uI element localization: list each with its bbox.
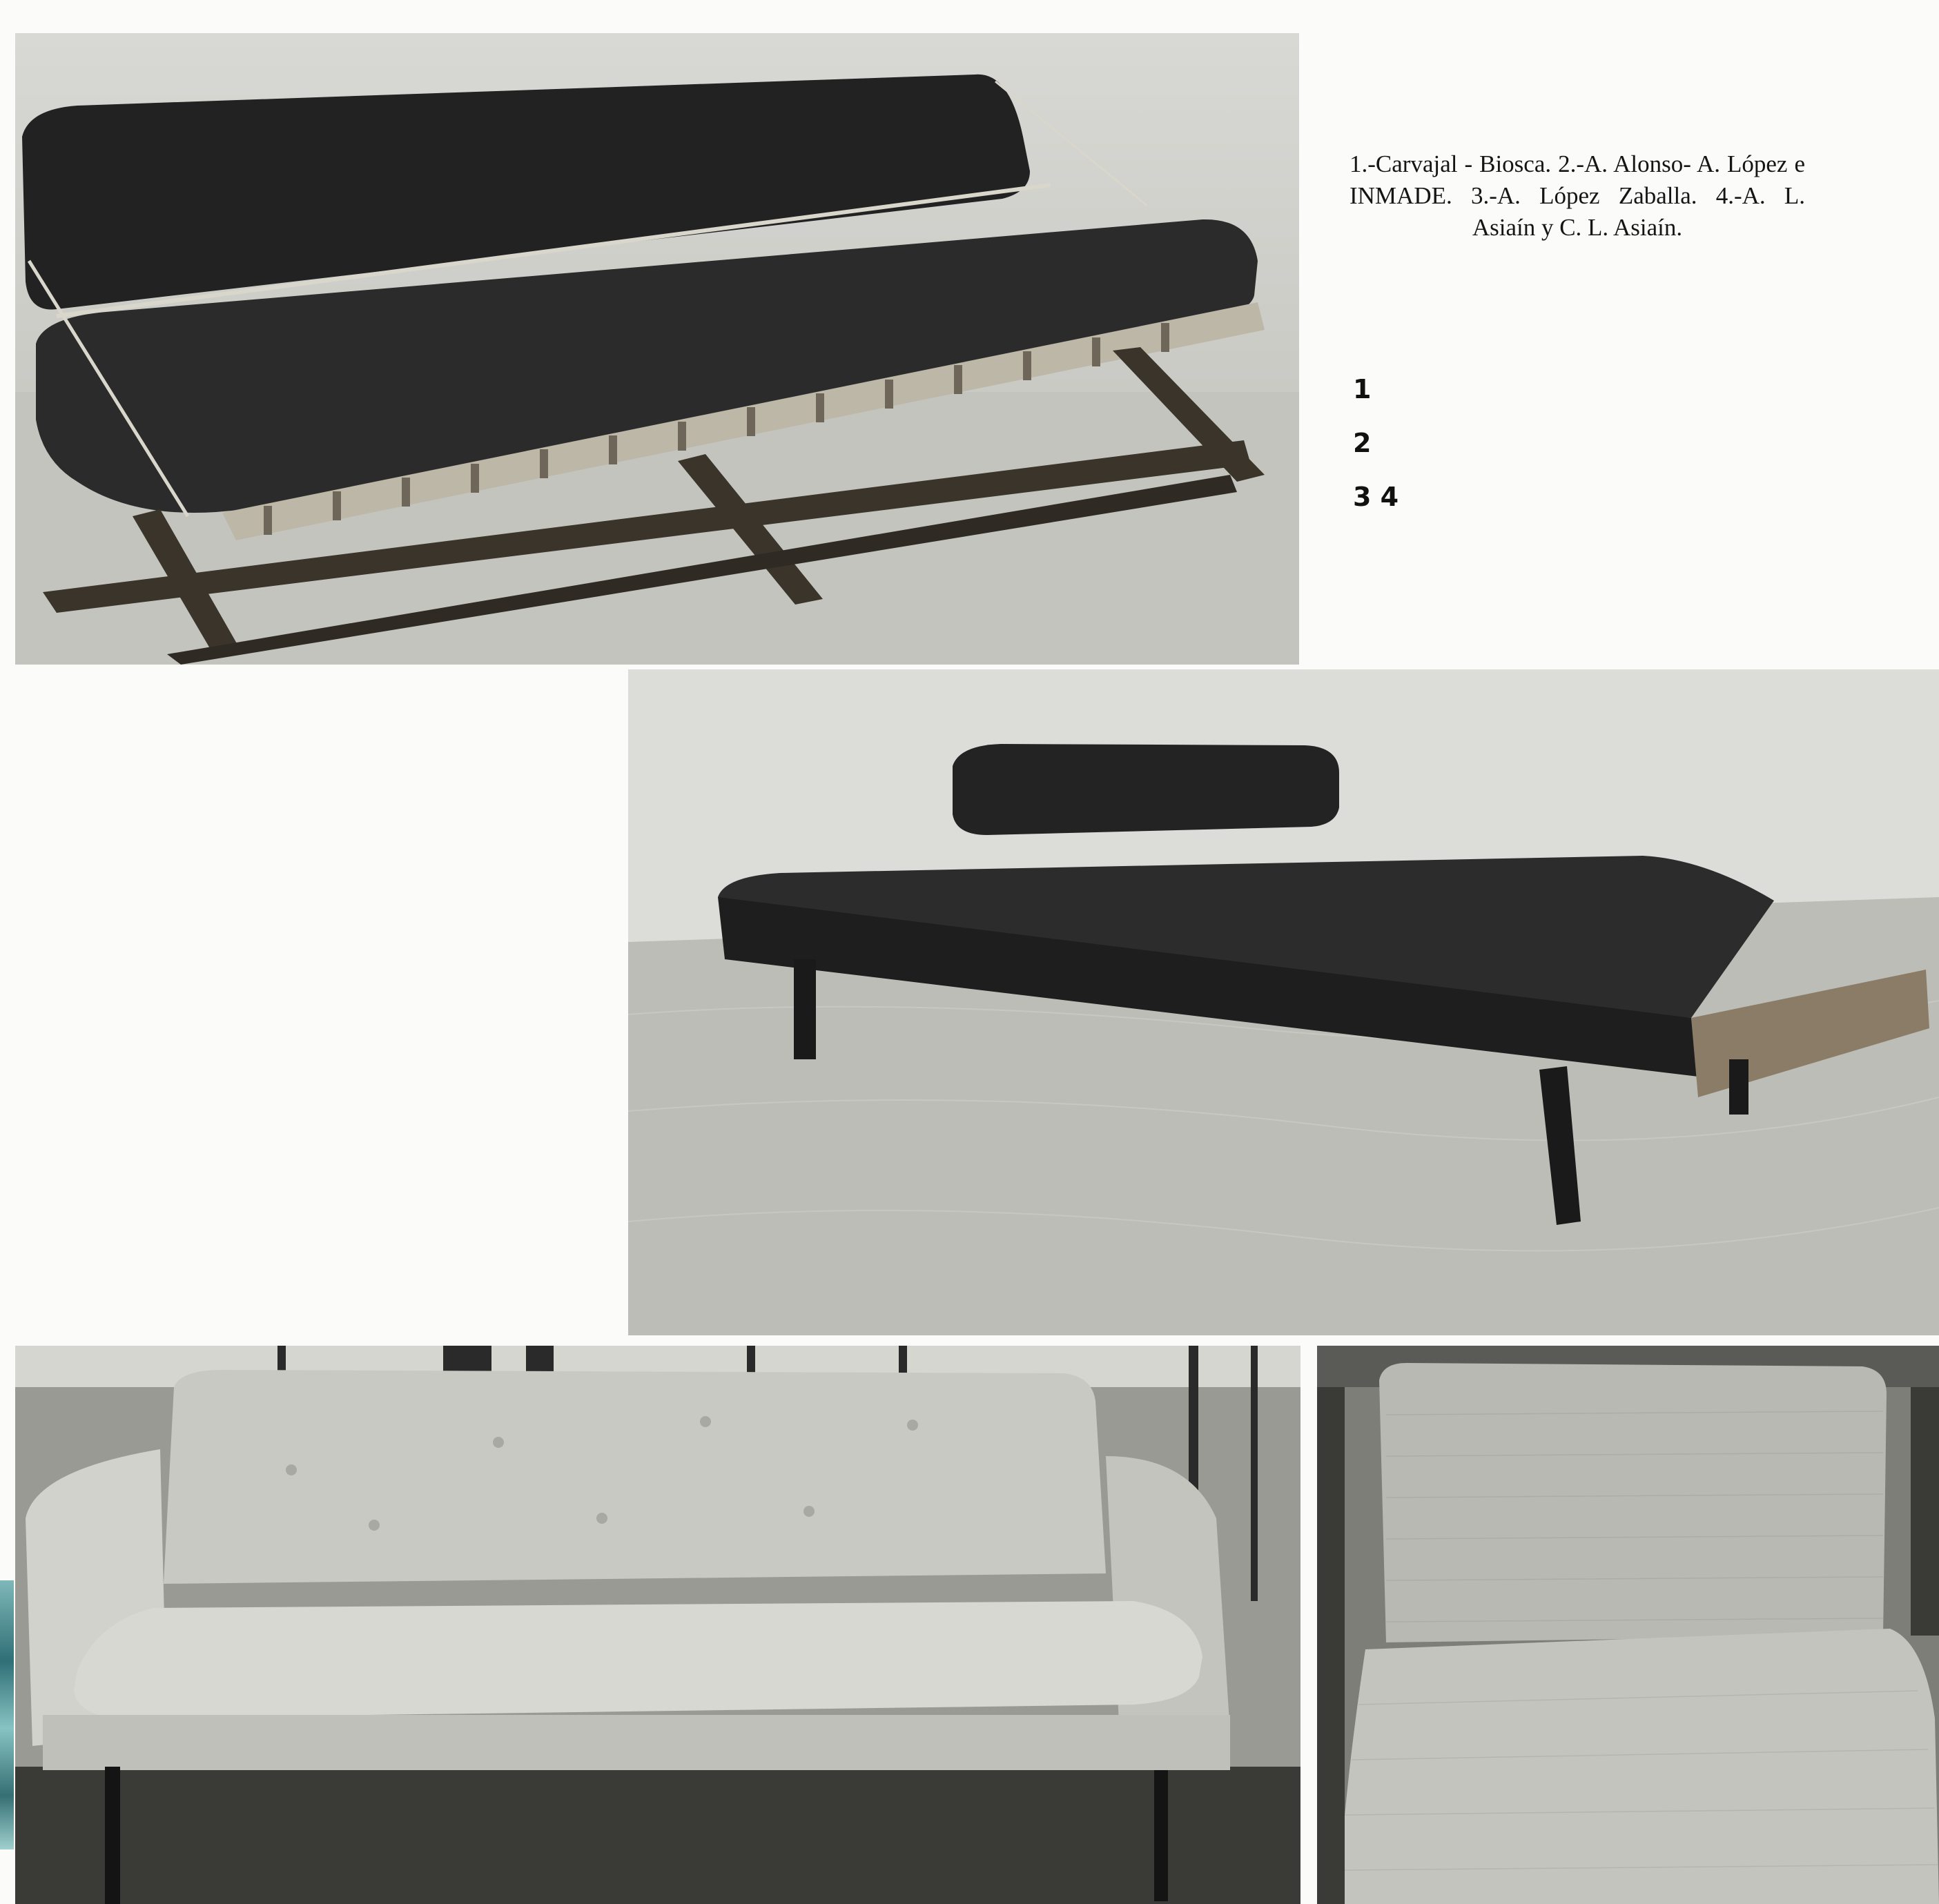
plate-index-row-3: 3 4 xyxy=(1353,482,1399,512)
caption-line-1: 1.-Carvajal - Biosca. 2.-A. Alonso- xyxy=(1349,150,1691,177)
photo-4-armless-chair xyxy=(1317,1346,1939,1904)
caption-line-4: Asiaín. xyxy=(1613,214,1683,241)
caption-line-3: Zaballa. 4.-A. L. Asiaín y C. L. xyxy=(1472,182,1806,241)
scan-edge-color-strip xyxy=(0,1580,14,1849)
photo-1-daybed-sofa xyxy=(15,33,1299,665)
plate-index xyxy=(1353,362,1399,524)
photo-2-daybed-with-pillow xyxy=(628,669,1939,1335)
plate-index-row-1: 1 xyxy=(1353,374,1372,404)
plate-index-row-2: 2 xyxy=(1353,428,1372,458)
photo-3-upholstered-sofa xyxy=(15,1346,1300,1904)
photo-caption xyxy=(1349,148,1805,244)
caption-line-2: A. López e INMADE. 3.-A. López xyxy=(1349,150,1805,209)
